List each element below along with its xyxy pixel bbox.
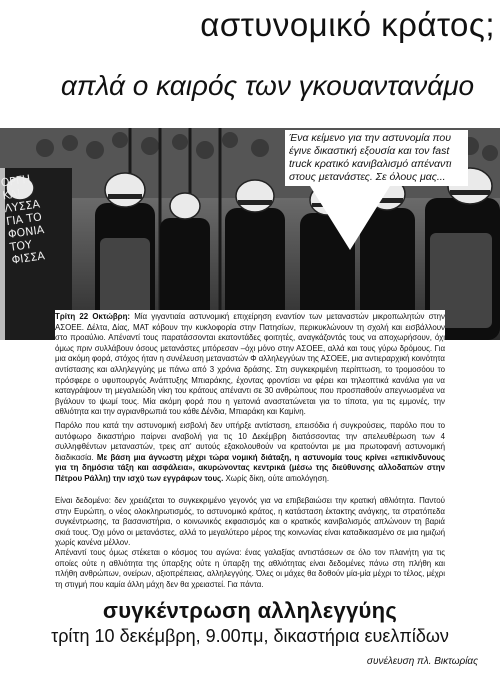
graffiti-text: ΟΡΓΗ ΚΑΙ ΛΥΣΣΑ ΓΙΑ ΤΟ ΦΟΝΙΑ ΤΟΥ ΦΙΣΣΑ: [0, 172, 46, 267]
signature: συνέλευση πλ. Βικτωρίας: [366, 656, 478, 667]
intro-quote: Ένα κείμενο για την αστυνομία που έγινε δικαστική εξουσία και τον fast truck κρατικό κανιβαλισμό απέναντι στους μετανάστες. Σε όλους μας...: [285, 130, 468, 186]
date-lead: Τρίτη 22 Οκτώβρη:: [55, 312, 131, 321]
paragraph-2-text-a: Παρόλο που κατά την αστυνομική εισβολή δεν υπήρξε αντίσταση, επεισόδια ή συγκρούσεις, παρόλο που το αυτόφωρο δικαστήριο παίρνει αναβολή για τις 10 Δεκέμβρη διατάσσοντας την απελευθέρωση των 4 συλληφθέντων μεταναστών, τρεις απ' αυτούς εξακολουθούν να κρατούνται με μια πρωτοφανή αστυνομική διαδικασία.: [55, 421, 445, 462]
article-paragraph-2: [55, 421, 445, 485]
paragraph-1-text: Μία γιγαντιαία αστυνομική επιχείρηση εναντίον των μεταναστών μικροπωλητών στην ΑΣΟΕΕ. Δέλτα, Δίας, ΜΑΤ κόβουν την κυκλοφορία στην Πατησίων, περικυκλώνουν τη σχολή και εισβάλλουν στο προαύλιο. Απέναντί τους παρατάσσονται εκατοντάδες φοιτητές, αναγκάζοντάς τους να αποχωρήσουν, όχι όμως πριν συλλάβουν όσους μετανάστες μπόρεσαν –όχι μόνο στην ΑΣΟΕΕ, αλλά και τους γύρω δρόμους. Για μια ακόμη φορά, στόχος ήταν η συνέλευση μεταναστών Φ αλληλεγγύων της ΑΣΟΕΕ, μια αντιεραρχική κοινότητα αντίστασης και αλληλεγγύης με πάνω από 3 χρόνια δράσης. Στη συγκεκριμένη περίπτωση, το τρομοσόου το πρόσφερε ο υφυπουργός Ανάπτυξης Μπιαράκης, έχοντας φροντίσει να φέρει και τηλεοπτικά κανάλια για να καταγράψουν τη μεγαλειώδη νίκη του κράτους απέναντι σε 30 ανθρώπους που προσπαθούν απεγνωσμένα να βγάλουν το ψωμί τους. Μία ακόμη φορά που η γειτονιά αναστατώνεται για το τίποτα, για τις εμμονές, την αθλιότητα και την αγριανθρωπιά του κάθε Δένδια, Μπιαράκη και Καμίνη.: [55, 312, 445, 417]
poster-subtitle: απλά ο καιρός των γκουαντανάμο: [60, 70, 475, 101]
article-paragraph-1: [55, 310, 445, 418]
article-paragraph-3: Είναι δεδομένο: δεν χρειάζεται το συγκεκριμένο γεγονός για να επιβεβαιώσει την κρατική αθλιότητα. Παντού στην Ευρώπη, ο νέος ολοκληρωτισμός, το αστυνομικό κράτος, η κατάσταση έκτακτης ανάγκης, τα στρατόπεδα συγκέντρωσης, τα βασανιστήρια, ο κοινωνικός εκφασισμός και ο κρατικός κανιβαλισμός απλώνουν τη βαριά σκιά τους. Όχι μόνο οι μετανάστες, αλλά το μεγαλύτερο μέρος της κοινωνίας είναι καταδικασμένο σε μια ημιζωή χωρίς κανένα μέλλον.: [55, 496, 445, 548]
rally-headline: συγκέντρωση αλληλεγγύης: [102, 598, 398, 623]
poster-title: αστυνομικό κράτος;: [200, 6, 495, 43]
paragraph-2-emphasis: Με βάση μια άγνωστη μέχρι τώρα νομική διάταξη, η αστυνομία τους κρίνει «επικίνδυνους για τη δημόσια τάξη και ασφάλεια», ακυρώνοντας κεντρικά (μέσω της διεύθυνσης αλλοδαπών στην Πέτρου Ράλλη) την ισχύ των εγγράφων τους.: [55, 452, 445, 483]
rally-details: τρίτη 10 δεκέμβρη, 9.00πμ, δικαστήρια ευελπίδων: [51, 626, 449, 646]
article-paragraph-4: Απέναντί τους όμως στέκεται ο κόσμος του αγώνα: ένας γαλαξίας αντιστάσεων σε όλο τον πλανήτη για τις οποίες ούτε η αθλιότητα της ύπαρξης ούτε η ύπαρξη της αθλιότητας είναι δεδομένες πάνω στη πλήθη και πλήθη ανθρώπων, ονείρων, αξιοπρέπειας, αλληλεγγύης. Όλες οι μάχες θα δοθούν μία-μία μέχρι το τέλος, μέχρι τη στιγμή που καμία άλλη μάχη δεν θα χρειαστεί. Για πάντα.: [55, 548, 445, 589]
paragraph-2-text-b: Χωρίς δίκη, ούτε αιτιολόγηση.: [223, 473, 330, 483]
